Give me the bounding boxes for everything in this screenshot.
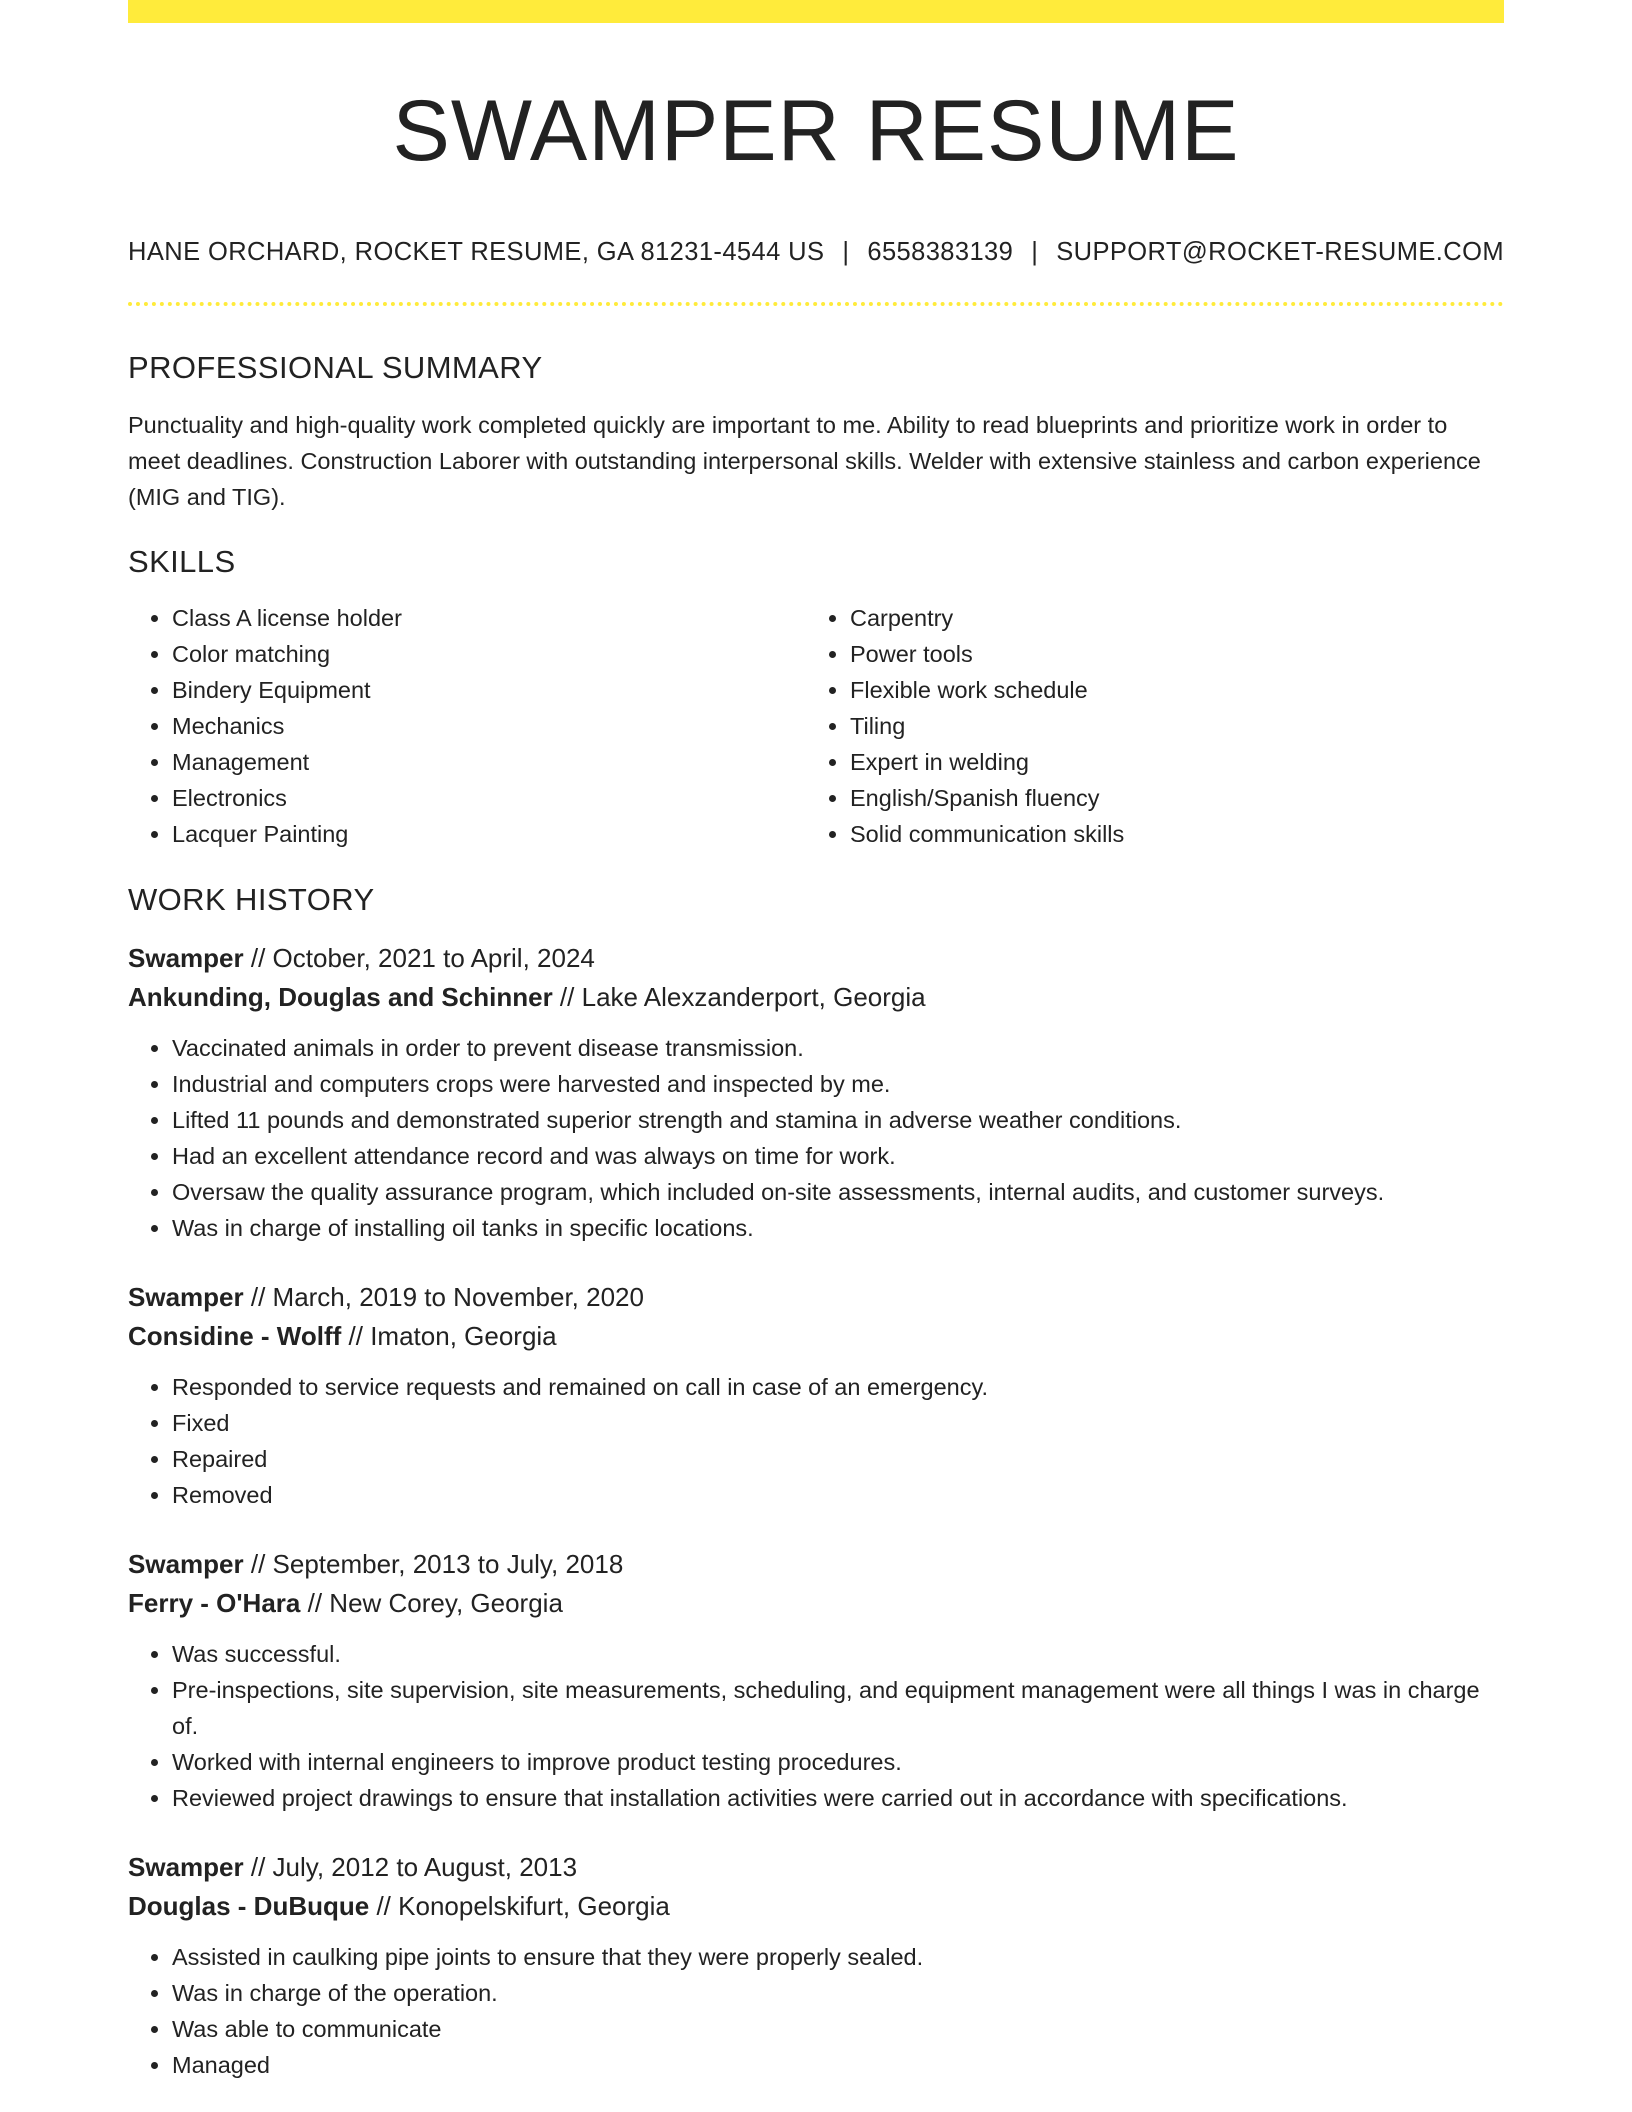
job-entry <box>128 1848 1504 2083</box>
skills-right-list <box>806 600 1484 852</box>
job-delimiter: // <box>376 1891 391 1921</box>
skills-columns <box>128 600 1504 852</box>
job-company: Douglas - DuBuque <box>128 1891 370 1921</box>
job-role: Swamper <box>128 1282 244 1312</box>
job-company: Ankunding, Douglas and Schinner <box>128 982 553 1012</box>
job-dates: October, 2021 to April, 2024 <box>272 943 595 973</box>
skills-left-list <box>128 600 806 852</box>
job-bullets <box>128 1939 1504 2083</box>
job-bullet: • Pre-inspections, site supervision, site measurements, scheduling, and equipment management were all things I was in charge of. <box>172 1672 1504 1744</box>
skills-heading: SKILLS <box>128 544 236 579</box>
job-company: Considine - Wolff <box>128 1321 342 1351</box>
job-location: Konopelskifurt, Georgia <box>398 1891 670 1921</box>
job-bullet: • Was successful. <box>172 1636 1504 1672</box>
job-bullet: • Lifted 11 pounds and demonstrated superior strength and stamina in adverse weather conditions. <box>172 1102 1504 1138</box>
job-location: New Corey, Georgia <box>329 1588 563 1618</box>
job-location: Imaton, Georgia <box>370 1321 557 1351</box>
job-bullets <box>128 1369 1504 1513</box>
skill-item: • Class A license holder <box>172 600 806 636</box>
contact-address: HANE ORCHARD, ROCKET RESUME, GA 81231-4544 US <box>128 238 825 266</box>
job-bullet: • Repaired <box>172 1441 1504 1477</box>
skill-item: • Expert in welding <box>850 744 1484 780</box>
dotted-divider <box>128 302 1504 306</box>
contact-line <box>128 235 1504 269</box>
work-history-heading: WORK HISTORY <box>128 882 375 917</box>
job-bullet: • Removed <box>172 1477 1504 1513</box>
skill-item: • Bindery Equipment <box>172 672 806 708</box>
job-company-line <box>128 1584 1504 1623</box>
job-role: Swamper <box>128 1852 244 1882</box>
job-role: Swamper <box>128 943 244 973</box>
job-bullet: • Fixed <box>172 1405 1504 1441</box>
skill-item: • Tiling <box>850 708 1484 744</box>
job-bullet: • Was able to communicate <box>172 2011 1504 2047</box>
contact-separator: | <box>842 238 850 266</box>
job-delimiter: // <box>250 1282 266 1312</box>
contact-separator: | <box>1031 238 1039 266</box>
skill-item: • Lacquer Painting <box>172 816 806 852</box>
job-company-line <box>128 978 1504 1017</box>
job-company: Ferry - O'Hara <box>128 1588 301 1618</box>
job-bullet: • Worked with internal engineers to improve product testing procedures. <box>172 1744 1504 1780</box>
skill-item: • Power tools <box>850 636 1484 672</box>
summary-heading: PROFESSIONAL SUMMARY <box>128 350 543 385</box>
job-bullet: • Oversaw the quality assurance program, which included on-site assessments, internal audits, and customer surveys. <box>172 1174 1504 1210</box>
job-entry <box>128 1278 1504 1513</box>
job-delimiter: // <box>307 1588 323 1618</box>
job-role-line <box>128 1545 1504 1584</box>
job-bullets <box>128 1636 1504 1816</box>
job-role-line <box>128 1278 1504 1317</box>
job-delimiter: // <box>250 1549 266 1579</box>
job-dates: March, 2019 to November, 2020 <box>272 1282 644 1312</box>
job-entry <box>128 939 1504 1246</box>
job-role-line <box>128 939 1504 978</box>
skill-item: • English/Spanish fluency <box>850 780 1484 816</box>
job-company-line <box>128 1317 1504 1356</box>
skill-item: • Color matching <box>172 636 806 672</box>
skill-item: • Solid communication skills <box>850 816 1484 852</box>
job-bullet: • Was in charge of installing oil tanks in specific locations. <box>172 1210 1504 1246</box>
skill-item: • Flexible work schedule <box>850 672 1484 708</box>
job-bullet: • Responded to service requests and remained on call in case of an emergency. <box>172 1369 1504 1405</box>
job-delimiter: // <box>348 1321 363 1351</box>
top-accent-bar <box>128 0 1504 23</box>
skill-item: • Management <box>172 744 806 780</box>
job-location: Lake Alexzanderport, Georgia <box>581 982 926 1012</box>
job-bullet: • Vaccinated animals in order to prevent disease transmission. <box>172 1030 1504 1066</box>
job-role: Swamper <box>128 1549 244 1579</box>
job-delimiter: // <box>559 982 575 1012</box>
skill-item: • Mechanics <box>172 708 806 744</box>
job-bullets <box>128 1030 1504 1246</box>
resume-title: SWAMPER RESUME <box>392 83 1240 179</box>
job-delimiter: // <box>250 943 266 973</box>
skill-item: • Electronics <box>172 780 806 816</box>
summary-text: Punctuality and high-quality work completed quickly are important to me. Ability to read blueprints and prioritize work in order to meet deadlines. Construction Laborer with outstanding interpersonal skills. Welder with extensive stainless and carbon experience (MIG and TIG). <box>128 412 1481 510</box>
contact-phone: 6558383139 <box>867 238 1014 266</box>
job-bullet: • Reviewed project drawings to ensure that installation activities were carried out in accordance with specifications. <box>172 1780 1504 1816</box>
job-dates: July, 2012 to August, 2013 <box>272 1852 578 1882</box>
job-delimiter: // <box>250 1852 266 1882</box>
job-dates: September, 2013 to July, 2018 <box>272 1549 624 1579</box>
job-bullet: • Had an excellent attendance record and was always on time for work. <box>172 1138 1504 1174</box>
job-entry <box>128 1545 1504 1816</box>
skill-item: • Carpentry <box>850 600 1484 636</box>
resume-page <box>128 0 1504 2083</box>
job-company-line <box>128 1887 1504 1926</box>
job-bullet: • Industrial and computers crops were harvested and inspected by me. <box>172 1066 1504 1102</box>
job-bullet: • Was in charge of the operation. <box>172 1975 1504 2011</box>
contact-email: SUPPORT@ROCKET-RESUME.COM <box>1056 238 1504 266</box>
job-bullet: • Assisted in caulking pipe joints to ensure that they were properly sealed. <box>172 1939 1504 1975</box>
job-bullet: • Managed <box>172 2047 1504 2083</box>
job-role-line <box>128 1848 1504 1887</box>
